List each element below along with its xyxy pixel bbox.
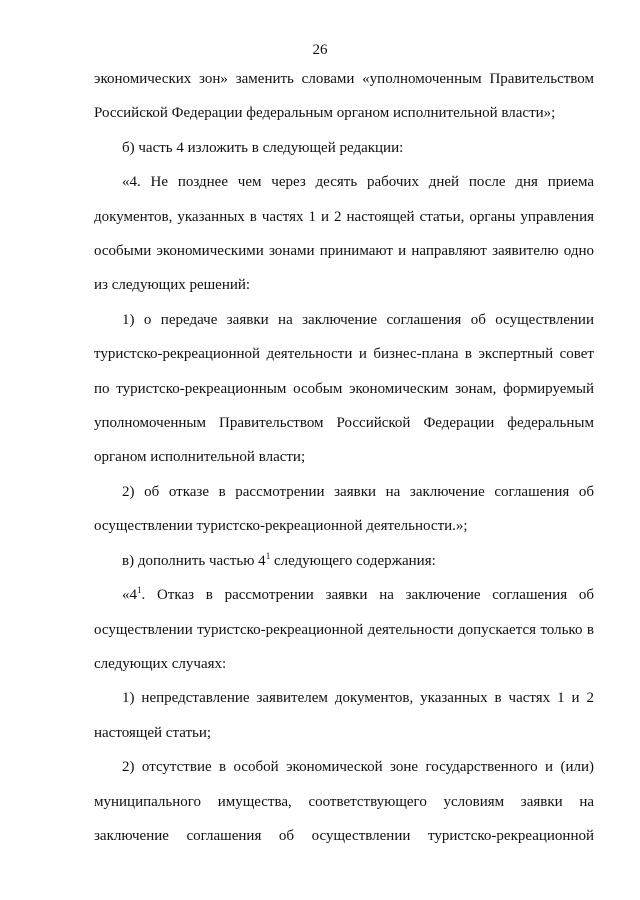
item-v-text-start: в) дополнить частью 4 (122, 552, 266, 569)
paragraph-part-4-1 (94, 578, 594, 681)
item-v-superscript: 1 (265, 550, 271, 561)
item-v-text-end: следующего содержания: (270, 552, 436, 569)
paragraph-decision-1: 1) о передаче заявки на заключение соглашения об осуществлении туристско-рекреационной деятельности и бизнес-плана в экспертный совет по туристско-рекреационным особым экономическим зонам, формируемый уполномоченным Правительством Российской Федерации федеральным органом исполнительной власти; (94, 311, 594, 466)
page-number: 26 (312, 42, 328, 58)
paragraph-item-v (94, 544, 594, 578)
paragraph-case-2: 2) отсутствие в особой экономической зоне государственного и (или) муниципального имущества, соответствующего условиям заявки на заключение соглашения об осуществлении туристско-рекреационной (94, 759, 594, 844)
document-body (94, 62, 594, 853)
paragraph-item-b: б) часть 4 изложить в следующей редакции: (122, 139, 404, 156)
paragraph-case-1: 1) непредставление заявителем документов, указанных в частях 1 и 2 настоящей статьи; (94, 690, 594, 741)
part-4-1-text: . Отказ в рассмотрении заявки на заключение соглашения об осуществлении туристско-рекреационной деятельности допускается только в следующих случаях: (94, 587, 594, 672)
paragraph-continuation: экономических зон» заменить словами «уполномоченным Правительством Российской Федерации федеральным органом исполнительной власти»; (94, 71, 594, 122)
part-4-1-superscript: 1 (137, 585, 142, 596)
part-4-1-number: «4 (122, 587, 137, 604)
paragraph-decision-2: 2) об отказе в рассмотрении заявки на заключение соглашения об осуществлении туристско-рекреационной деятельности.»; (94, 483, 594, 535)
paragraph-part-4: «4. Не позднее чем через десять рабочих дней после дня приема документов, указанных в частях 1 и 2 настоящей статьи, органы управления особыми экономическими зонами принимают и направляют заявителю одно из следующих решений: (94, 174, 594, 294)
